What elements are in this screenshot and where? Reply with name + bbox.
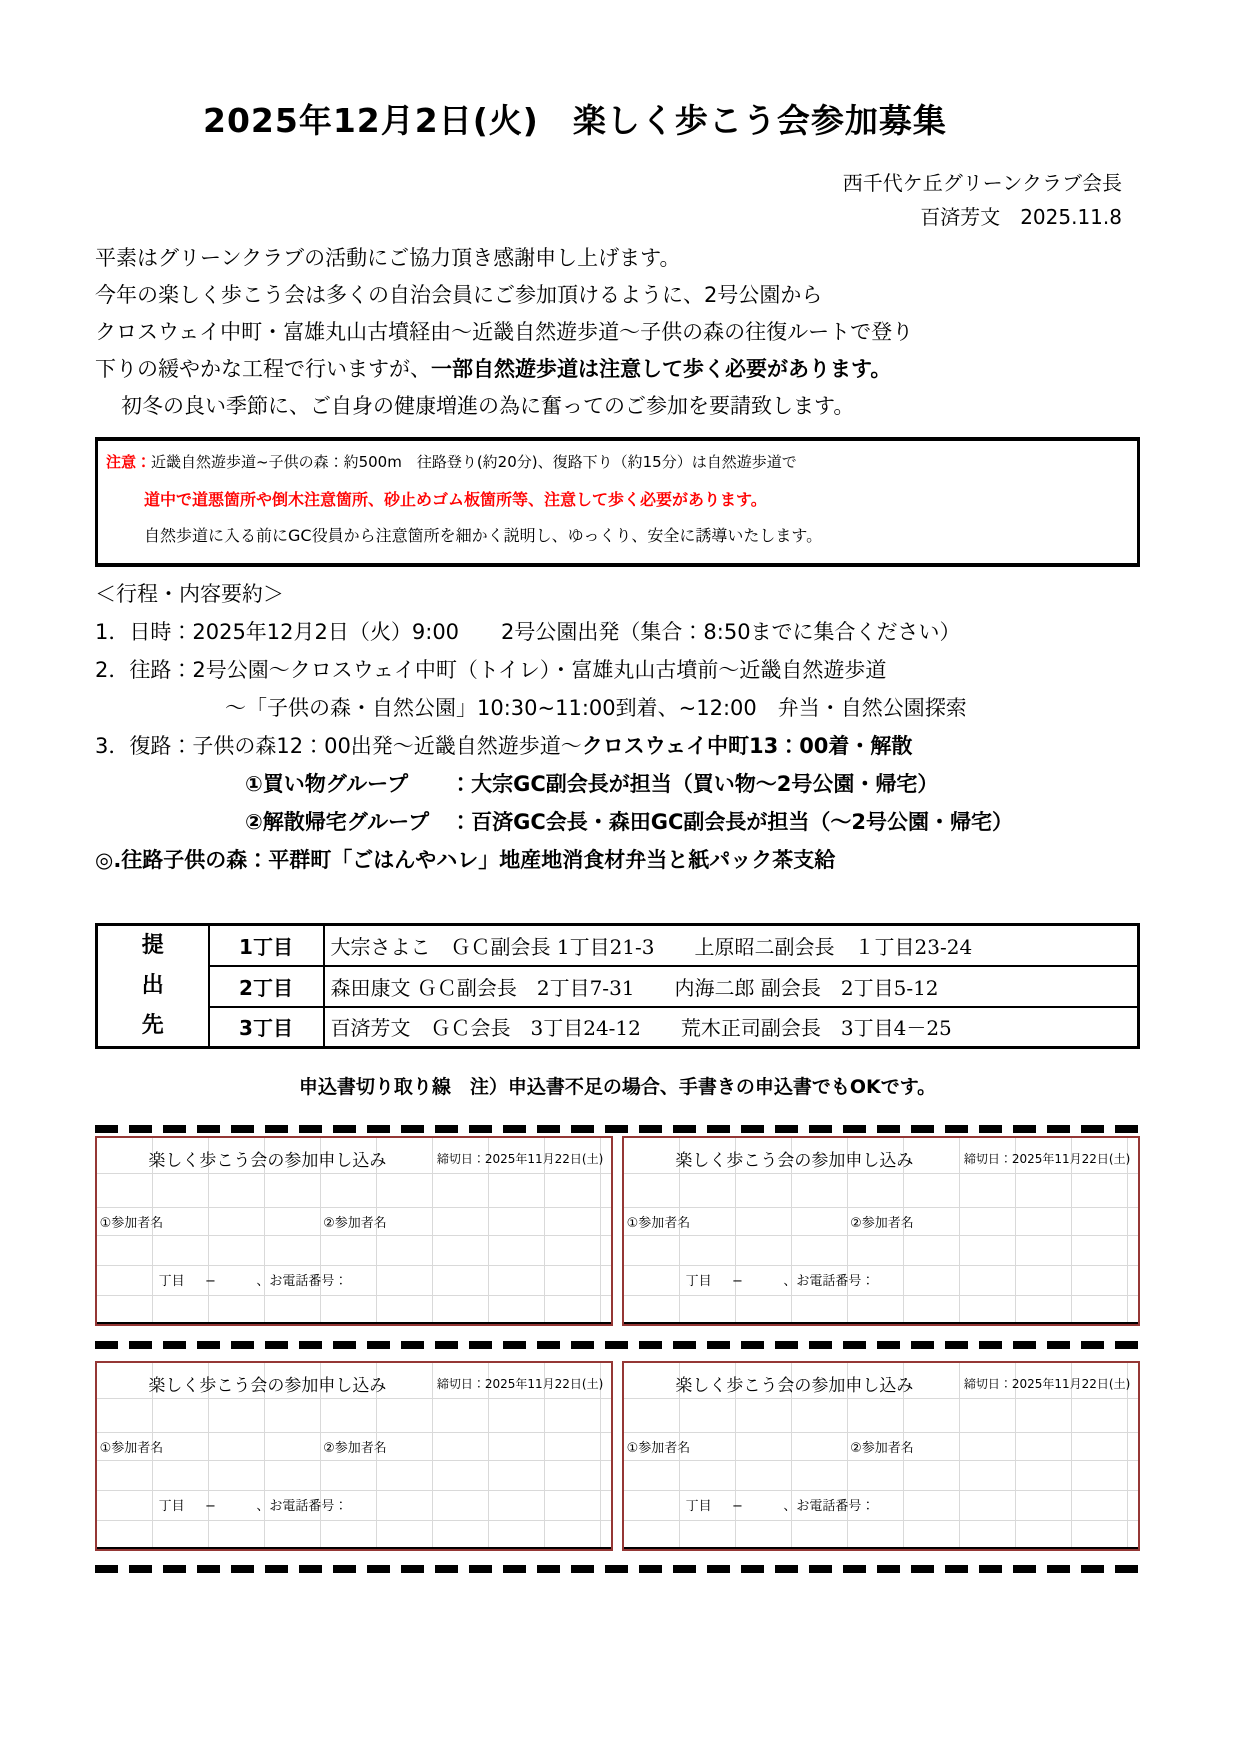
- application-form: [622, 1136, 1140, 1326]
- form-address-row: [624, 1266, 1138, 1296]
- itinerary-bento-note: ◎.往路子供の森：平群町「ごはんやハレ」地産地消食材弁当と紙パック茶支給: [95, 848, 836, 872]
- cut-dashed-line: [95, 1341, 1140, 1349]
- participant1-label: ①参加者名: [626, 1441, 691, 1456]
- itinerary-item-1: 1．日時：2025年12月2日（火）9:00 2号公園出発（集合：8:50までに集合ください）: [95, 620, 961, 644]
- itinerary-item-3: [95, 727, 1140, 765]
- form-title: 楽しく歩こう会の参加申し込み: [148, 1151, 387, 1171]
- dash-mark: −: [204, 1274, 216, 1289]
- submit-to-cell: [97, 925, 209, 1048]
- chome-label: 丁目: [685, 1499, 712, 1514]
- itinerary-group-2: ②解散帰宅グループ ：百済GC会長・森田GC副会長が担当（～2号公園・帰宅）: [245, 810, 1014, 834]
- form-address-row: [624, 1491, 1138, 1521]
- chome-label: 丁目: [685, 1274, 712, 1289]
- flyer-content: [95, 96, 1140, 1573]
- form-empty-row: [97, 1236, 611, 1266]
- contact-cell: 大宗さよこ ＧＣ副会長 1丁目21-3 上原昭二副会長 １丁目23-24: [324, 925, 1139, 966]
- intro-line: クロスウェイ中町・富雄丸山古墳経由～近畿自然遊歩道～子供の森の往復ルートで登り: [95, 320, 914, 344]
- phone-label: 、お電話番号：: [783, 1499, 875, 1514]
- form-empty-row: [97, 1296, 611, 1324]
- form-empty-row: [97, 1174, 611, 1208]
- participant2-label: ②参加者名: [850, 1441, 914, 1456]
- itinerary-group-1: ①買い物グループ ：大宗GC副会長が担当（買い物～2号公園・帰宅）: [245, 772, 939, 796]
- chome-cell: 1丁目: [209, 925, 324, 966]
- form-participants-row: [97, 1208, 611, 1236]
- form-empty-row: [624, 1521, 1138, 1549]
- chome-cell: 3丁目: [209, 1007, 324, 1048]
- caution-label: 注意：: [106, 453, 152, 471]
- chome-label: 丁目: [158, 1499, 185, 1514]
- itinerary-item-3-emphasis: クロスウェイ中町13：00着・解散: [581, 734, 913, 758]
- form-address-row: [97, 1491, 611, 1521]
- form-title-row: [624, 1363, 1138, 1399]
- itinerary-item-2: 2．往路：2号公園～クロスウェイ中町（トイレ）・富雄丸山古墳前～近畿自然遊歩道: [95, 658, 887, 682]
- caution-line-3: 自然歩道に入る前にGC役員から注意箇所を細かく説明し、ゆっくり、安全に誘導いたします。: [144, 526, 823, 545]
- form-deadline: 締切日：2025年11月22日(土): [436, 1152, 604, 1166]
- form-participants-row: [97, 1433, 611, 1461]
- form-title-row: [97, 1138, 611, 1174]
- itinerary-heading: ＜行程・内容要約＞: [95, 582, 284, 606]
- submit-char: 先: [141, 1013, 164, 1038]
- submit-char: 提: [141, 933, 164, 958]
- form-participants-row: [624, 1208, 1138, 1236]
- application-forms-row-1: [95, 1136, 1140, 1326]
- form-empty-row: [624, 1296, 1138, 1324]
- participant2-label: ②参加者名: [850, 1216, 914, 1231]
- form-participants-row: [624, 1433, 1138, 1461]
- intro-line-normal: 下りの緩やかな工程で行いますが、: [95, 357, 431, 381]
- contact-cell: 森田康文 ＧＣ副会長 2丁目7-31 内海二郎 副会長 2丁目5-12: [324, 966, 1139, 1007]
- itinerary-item-2-cont: ～「子供の森・自然公園」10:30~11:00到着、~12:00 弁当・自然公園探索: [225, 696, 967, 720]
- form-empty-row: [97, 1521, 611, 1549]
- form-empty-row: [624, 1174, 1138, 1208]
- itinerary-item-3-normal: 3．復路：子供の森12：00出発～近畿自然遊歩道～: [95, 734, 582, 758]
- organization-line: 西千代ケ丘グリーンクラブ会長: [842, 171, 1122, 195]
- application-form: [95, 1136, 613, 1326]
- intro-line: [95, 351, 1140, 388]
- dash-mark: −: [204, 1499, 216, 1514]
- participant1-label: ①参加者名: [626, 1216, 691, 1231]
- form-deadline: 締切日：2025年11月22日(土): [436, 1377, 604, 1391]
- phone-label: 、お電話番号：: [256, 1274, 348, 1289]
- form-deadline: 締切日：2025年11月22日(土): [963, 1377, 1131, 1391]
- intro-paragraph: [95, 240, 1140, 425]
- form-deadline: 締切日：2025年11月22日(土): [963, 1152, 1131, 1166]
- cut-dashed-line: [95, 1565, 1140, 1573]
- table-row: [97, 925, 1139, 966]
- application-form: [622, 1361, 1140, 1551]
- phone-label: 、お電話番号：: [783, 1274, 875, 1289]
- table-row: [97, 1007, 1139, 1048]
- contact-cell: 百済芳文 ＧＣ会長 3丁目24-12 荒木正司副会長 3丁目4－25: [324, 1007, 1139, 1048]
- participant1-label: ①参加者名: [99, 1216, 164, 1231]
- participant2-label: ②参加者名: [323, 1216, 387, 1231]
- participant1-label: ①参加者名: [99, 1441, 164, 1456]
- form-empty-row: [624, 1236, 1138, 1266]
- form-title: 楽しく歩こう会の参加申し込み: [675, 1376, 914, 1396]
- signer-date-line: 百済芳文 2025.11.8: [920, 205, 1122, 229]
- phone-label: 、お電話番号：: [256, 1499, 348, 1514]
- form-empty-row: [97, 1461, 611, 1491]
- itinerary-section: [95, 575, 1140, 879]
- dash-mark: −: [731, 1274, 743, 1289]
- page-title: 2025年12月2日(火) 楽しく歩こう会参加募集: [203, 101, 947, 140]
- form-empty-row: [97, 1399, 611, 1433]
- caution-text: 近畿自然遊歩道~子供の森：約500m 往路登り(約20分)、復路下り（約15分）は自然遊歩道で: [151, 453, 797, 471]
- caution-box: [95, 437, 1140, 567]
- cut-dashed-line: [95, 1125, 1140, 1133]
- chome-label: 丁目: [158, 1274, 185, 1289]
- caution-line-1: [106, 449, 1127, 475]
- form-title: 楽しく歩こう会の参加申し込み: [148, 1376, 387, 1396]
- intro-line: 初冬の良い季節に、ご自身の健康増進の為に奮ってのご参加を要請致します。: [121, 394, 855, 418]
- intro-line: 平素はグリーンクラブの活動にご協力頂き感謝申し上げます。: [95, 246, 681, 270]
- form-title: 楽しく歩こう会の参加申し込み: [675, 1151, 914, 1171]
- caution-line-2: 道中で道悪箇所や倒木注意箇所、砂止めゴム板箇所等、注意して歩く必要があります。: [144, 490, 767, 509]
- participant2-label: ②参加者名: [323, 1441, 387, 1456]
- application-forms-row-2: [95, 1361, 1140, 1551]
- submission-table: [95, 923, 1140, 1049]
- form-title-row: [624, 1138, 1138, 1174]
- application-form: [95, 1361, 613, 1551]
- submit-char: 出: [141, 973, 164, 998]
- chome-cell: 2丁目: [209, 966, 324, 1007]
- form-title-row: [97, 1363, 611, 1399]
- form-empty-row: [624, 1461, 1138, 1491]
- table-row: [97, 966, 1139, 1007]
- form-empty-row: [624, 1399, 1138, 1433]
- intro-line-emphasis: 一部自然遊歩道は注意して歩く必要があります。: [431, 357, 892, 381]
- intro-line: 今年の楽しく歩こう会は多くの自治会員にご参加頂けるように、2号公園から: [95, 283, 823, 307]
- cut-line-note: 申込書切り取り線 注）申込書不足の場合、手書きの申込書でもOKです。: [298, 1076, 937, 1098]
- form-address-row: [97, 1266, 611, 1296]
- dash-mark: −: [731, 1499, 743, 1514]
